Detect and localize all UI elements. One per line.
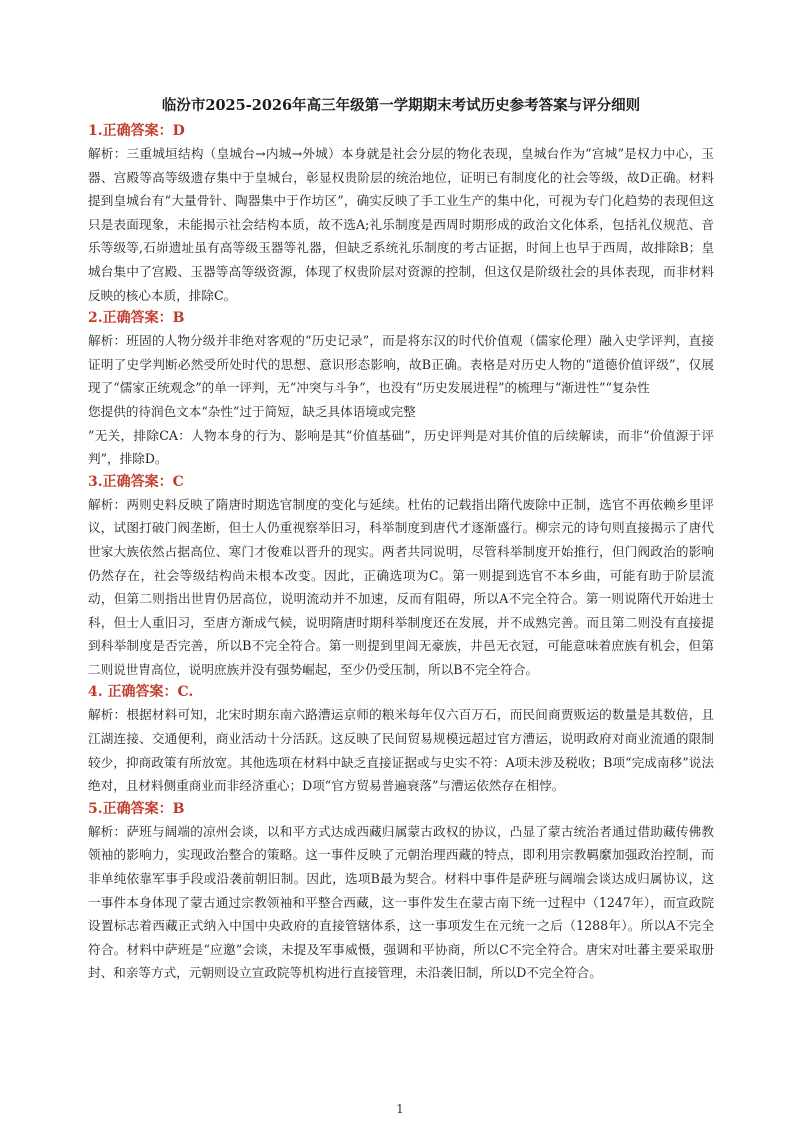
explanation-paragraph: 您提供的待润色文本“杂性”过于简短，缺乏具体语境或完整 xyxy=(88,403,416,419)
explanation-paragraph: 解析：两则史料反映了隋唐时期选官制度的变化与延续。杜佑的记载指出隋代废除中正制，选官不再依赖乡里评议，试图打破门阀垄断，但士人仍重视察举旧习，科举制度到唐代才逐渐盛行。柳宗元的诗句则直接揭示了唐代世家大族依然占据高位、寒门才俊难以晋升的现实。两者共同说明，尽管科举制度开始推行，但门阀政治的影响仍然存在，社会等级结构尚未根本改变。因此，正确选项为C。第一则提到选官不本乡曲，可能有助于阶层流动，但第二则指出世胄仍居高位，说明流动并不加速，反而有阻碍，所以A不完全符合。第一则说隋代开始进士科，但士人重旧习，至唐方渐成气候，说明隋唐时期科举制度还在发展，并不成熟完善。而且第二则没有直接提到科举制度是否完善，所以B不完全符合。第一则提到里闾无豪族，井邑无衣冠，可能意味着庶族有机会，但第二则说世胄高位，说明庶族并没有强势崛起，至少仍受压制，所以B不完全符合。 xyxy=(88,496,714,677)
question-1 xyxy=(88,120,714,307)
page-number: 1 xyxy=(396,1102,404,1116)
question-5 xyxy=(88,798,714,985)
explanation-paragraph: 解析：根据材料可知，北宋时期东南六路漕运京师的粮米每年仅六百万石，而民间商贾贩运的数量是其数倍，且江湖连接、交通便利，商业活动十分活跃。这反映了民间贸易规模远超过官方漕运，说明政府对商业流通的限制较少，抑商政策有所放宽。其他选项在材料中缺乏直接证据或与史实不符：A项未涉及税收；B项“完成南移”说法绝对，且材料侧重商业而非经济重心；D项“官方贸易普遍衰落”与漕运依然存在相悖。 xyxy=(88,707,714,794)
answer-heading: 3.正确答案：C xyxy=(88,473,184,490)
question-4 xyxy=(88,681,714,797)
answer-heading: 4. 正确答案：C. xyxy=(88,684,194,701)
document-title: 临汾市2025-2026年高三年级第一学期期末考试历史参考答案与评分细则 xyxy=(161,97,641,114)
answer-heading: 5.正确答案：B xyxy=(88,800,185,817)
answer-heading: 2.正确答案：B xyxy=(88,310,185,327)
explanation-paragraph: 解析：班固的人物分级并非绝对客观的“历史记录”，而是将东汉的时代价值观（儒家伦理）融入史学评判，直接证明了史学判断必然受所处时代的思想、意识形态影响，故B正确。表格是对历史人物的“道德价值评级”，仅展现了“儒家正统观念”的单一评判，无“冲突与斗争”，也没有“历史发展进程”的梳理与“渐进性”“复杂性 xyxy=(88,333,714,396)
answer-heading: 1.正确答案：D xyxy=(88,123,185,139)
explanation-paragraph: ”无关，排除CA：人物本身的行为、影响是其“价值基础”，历史评判是对其价值的后续解读，而非“价值源于评判”，排除D。 xyxy=(88,427,714,467)
question-3 xyxy=(88,471,714,682)
explanation-paragraph: 解析：萨班与阔端的凉州会谈，以和平方式达成西藏归属蒙古政权的协议，凸显了蒙古统治者通过借助藏传佛教领袖的影响力，实现政治整合的策略。这一事件反映了元朝治理西藏的特点，即利用宗教羁縻加强政治控制，而非单纯依靠军事手段或沿袭前朝旧制。因此，选项B最为契合。材料中事件是萨班与阔端会谈达成归属协议，这一事件本身体现了蒙古通过宗教领袖和平整合西藏，这一事件发生在蒙古南下统一过程中（1247年），而宣政院设置标志着西藏正式纳入中国中央政府的直接管辖体系，这一事项发生在元统一之后（1288年）。所以A不完全符合。材料中萨班是“应邀”会谈，未提及军事威慑，强调和平协商，所以C不完全符合。唐宋对吐蕃主要采取册封、和亲等方式，元朝则设立宣政院等机构进行直接管理，未沿袭旧制，所以D不完全符合。 xyxy=(88,823,714,981)
explanation-paragraph: 解析：三重城垣结构（皇城台→内城→外城）本身就是社会分层的物化表现，皇城台作为“宫城”是权力中心，玉器、宫殿等高等级遗存集中于皇城台，彰显权贵阶层的统治地位，证明已有制度化的社会等级，故D正确。材料提到皇城台有“大量骨针、陶器集中于作坊区”，确实反映了手工业生产的集中化，可视为专门化趋势的表现但这只是表面现象，未能揭示社会结构本质，故不选A;礼乐制度是西周时期形成的政治文化体系，包括礼仪规范、音乐等级等,石峁遗址虽有高等级玉器等礼器，但缺乏系统礼乐制度的考古证据，时间上也早于西周，故排除B；皇城台集中了宫殿、玉器等高等级资源，体现了权贵阶层对资源的控制，但这仅是阶级社会的具体表现，而非材料反映的核心本质，排除C。 xyxy=(88,146,714,303)
question-2 xyxy=(88,307,714,471)
